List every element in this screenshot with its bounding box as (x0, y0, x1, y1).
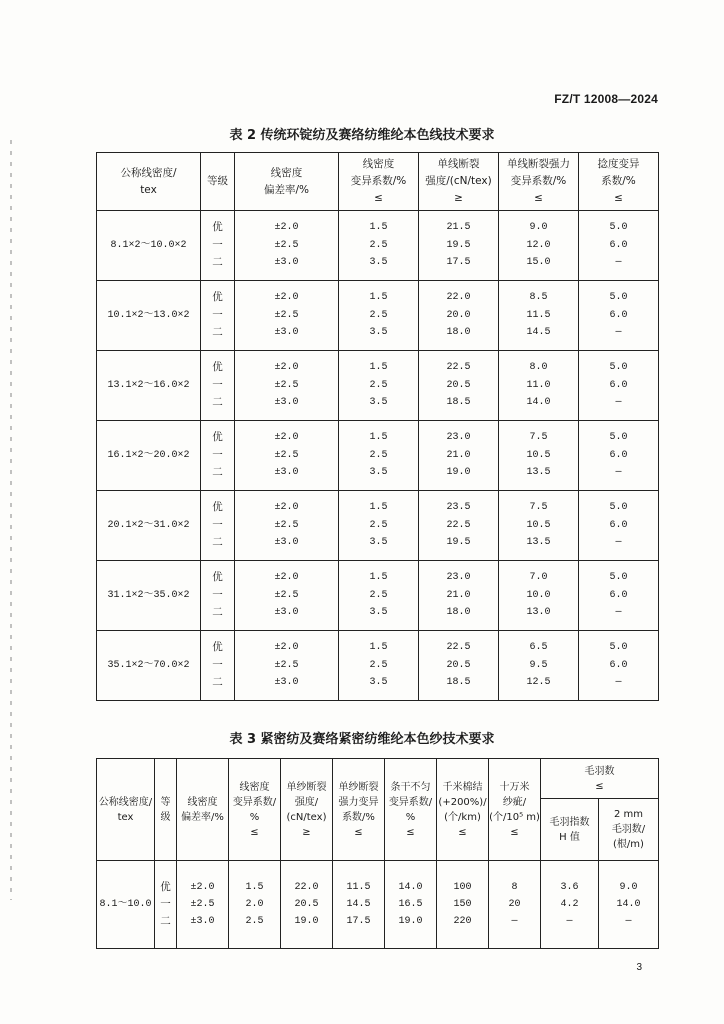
t2-deviation: ±2.0 ±2.5 ±3.0 (235, 491, 339, 561)
t3-header-neps: 千米棉结 (+200%)/ (个/km) ≤ (437, 759, 489, 861)
t2-strength-cv: 8.5 11.5 14.5 (499, 281, 579, 351)
t2-twist-cv: 5.0 6.0 — (579, 421, 659, 491)
t2-density: 35.1×2～70.0×2 (97, 631, 201, 701)
table2-row (97, 211, 659, 281)
table2-row (97, 421, 659, 491)
t2-strength: 23.0 21.0 19.0 (419, 421, 499, 491)
t3-header-cv: 线密度 变异系数/ % ≤ (229, 759, 281, 861)
table2 (96, 152, 659, 701)
t2-cv: 1.5 2.5 3.5 (339, 561, 419, 631)
table3-header-row-1 (97, 759, 659, 799)
binding-margin-marks (10, 140, 12, 900)
t2-grades: 优 一 二 (201, 351, 235, 421)
t3-header-faults: 十万米 纱疵/ (个/10⁵ m) ≤ (489, 759, 541, 861)
t3-density: 8.1～10.0 (97, 861, 155, 949)
t3-grades: 优 一 二 (155, 861, 177, 949)
t3-hairiness-2mm: 9.0 14.0 — (599, 861, 659, 949)
t3-header-strength: 单纱断裂 强度/ (cN/tex) ≥ (281, 759, 333, 861)
t2-strength: 22.0 20.0 18.0 (419, 281, 499, 351)
table3-title: 表 3 紧密纺及赛络紧密纺维纶本色纱技术要求 (229, 732, 495, 747)
t2-cv: 1.5 2.5 3.5 (339, 421, 419, 491)
t2-strength-cv: 7.0 10.0 13.0 (499, 561, 579, 631)
t2-deviation: ±2.0 ±2.5 ±3.0 (235, 631, 339, 701)
page-number: 3 (636, 962, 642, 973)
t3-evenness: 14.0 16.5 19.0 (385, 861, 437, 949)
t2-deviation: ±2.0 ±2.5 ±3.0 (235, 561, 339, 631)
t2-grades: 优 一 二 (201, 491, 235, 561)
table2-row (97, 351, 659, 421)
t2-density: 31.1×2～35.0×2 (97, 561, 201, 631)
t3-header-hairiness: 毛羽数 ≤ (541, 759, 659, 799)
t2-twist-cv: 5.0 6.0 — (579, 281, 659, 351)
t2-header-cv: 线密度 变异系数/% ≤ (339, 153, 419, 211)
t2-cv: 1.5 2.5 3.5 (339, 211, 419, 281)
t2-twist-cv: 5.0 6.0 — (579, 491, 659, 561)
t2-header-strength-cv: 单线断裂强力 变异系数/% ≤ (499, 153, 579, 211)
t2-grades: 优 一 二 (201, 421, 235, 491)
t2-strength-cv: 7.5 10.5 13.5 (499, 491, 579, 561)
table3 (96, 758, 659, 949)
t2-header-density: 公称线密度/ tex (97, 153, 201, 211)
table2-header-row (97, 153, 659, 211)
t2-deviation: ±2.0 ±2.5 ±3.0 (235, 281, 339, 351)
table2-row (97, 281, 659, 351)
t2-density: 16.1×2～20.0×2 (97, 421, 201, 491)
t2-strength: 23.0 21.0 18.0 (419, 561, 499, 631)
t2-strength-cv: 8.0 11.0 14.0 (499, 351, 579, 421)
t2-density: 8.1×2～10.0×2 (97, 211, 201, 281)
t3-header-grade: 等 级 (155, 759, 177, 861)
t3-neps: 100 150 220 (437, 861, 489, 949)
t2-strength-cv: 9.0 12.0 15.0 (499, 211, 579, 281)
table2-row (97, 491, 659, 561)
t3-cv: 1.5 2.0 2.5 (229, 861, 281, 949)
t2-strength: 22.5 20.5 18.5 (419, 631, 499, 701)
t3-faults: 8 20 — (489, 861, 541, 949)
t3-header-density: 公称线密度/ tex (97, 759, 155, 861)
t3-header-deviation: 线密度 偏差率/% (177, 759, 229, 861)
t3-header-hairiness-2mm: 2 mm 毛羽数/ (根/m) (599, 799, 659, 861)
t2-twist-cv: 5.0 6.0 — (579, 561, 659, 631)
t3-strength: 22.0 20.5 19.0 (281, 861, 333, 949)
t2-header-deviation: 线密度 偏差率/% (235, 153, 339, 211)
t2-deviation: ±2.0 ±2.5 ±3.0 (235, 421, 339, 491)
t3-hairiness-index: 3.6 4.2 — (541, 861, 599, 949)
t2-deviation: ±2.0 ±2.5 ±3.0 (235, 211, 339, 281)
t2-twist-cv: 5.0 6.0 — (579, 631, 659, 701)
t2-density: 10.1×2～13.0×2 (97, 281, 201, 351)
table2-title: 表 2 传统环锭纺及赛络纺维纶本色线技术要求 (229, 128, 495, 143)
t2-strength-cv: 7.5 10.5 13.5 (499, 421, 579, 491)
t2-grades: 优 一 二 (201, 561, 235, 631)
t3-header-evenness: 条干不匀 变异系数/ % ≤ (385, 759, 437, 861)
t2-cv: 1.5 2.5 3.5 (339, 631, 419, 701)
t2-deviation: ±2.0 ±2.5 ±3.0 (235, 351, 339, 421)
t2-strength-cv: 6.5 9.5 12.5 (499, 631, 579, 701)
t2-header-strength: 单线断裂 强度/(cN/tex) ≥ (419, 153, 499, 211)
t2-header-twist-cv: 捻度变异 系数/% ≤ (579, 153, 659, 211)
t2-grades: 优 一 二 (201, 631, 235, 701)
t2-grades: 优 一 二 (201, 211, 235, 281)
t2-header-grade: 等级 (201, 153, 235, 211)
t3-strength-cv: 11.5 14.5 17.5 (333, 861, 385, 949)
t2-grades: 优 一 二 (201, 281, 235, 351)
t2-density: 13.1×2～16.0×2 (97, 351, 201, 421)
table2-row (97, 631, 659, 701)
t2-cv: 1.5 2.5 3.5 (339, 351, 419, 421)
t2-density: 20.1×2～31.0×2 (97, 491, 201, 561)
t2-strength: 21.5 19.5 17.5 (419, 211, 499, 281)
t2-cv: 1.5 2.5 3.5 (339, 491, 419, 561)
t2-cv: 1.5 2.5 3.5 (339, 281, 419, 351)
t2-strength: 23.5 22.5 19.5 (419, 491, 499, 561)
t2-twist-cv: 5.0 6.0 — (579, 351, 659, 421)
t3-header-strength-cv: 单纱断裂 强力变异 系数/% ≤ (333, 759, 385, 861)
table2-row (97, 561, 659, 631)
t2-strength: 22.5 20.5 18.5 (419, 351, 499, 421)
standard-code: FZ/T 12008—2024 (554, 92, 658, 106)
t3-header-hairiness-index: 毛羽指数 H 值 (541, 799, 599, 861)
t2-twist-cv: 5.0 6.0 — (579, 211, 659, 281)
table3-data-row (97, 861, 659, 949)
t3-deviation: ±2.0 ±2.5 ±3.0 (177, 861, 229, 949)
